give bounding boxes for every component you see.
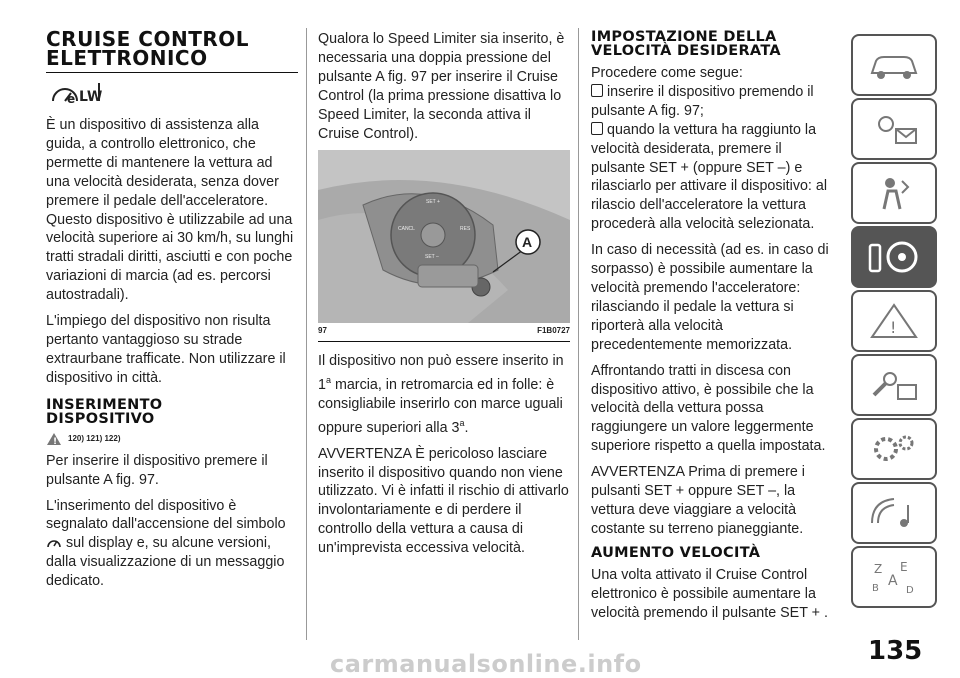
tab-car-info[interactable] — [851, 34, 937, 96]
warning-lights-icon — [864, 109, 924, 149]
button-set-minus-label: SET – — [425, 254, 439, 261]
multimedia-icon — [864, 493, 924, 533]
safety-icon — [864, 173, 924, 213]
svg-text:!: ! — [53, 436, 58, 446]
section-title: CRUISE CONTROL ELETTRONICO — [46, 27, 249, 70]
watermark: carmanualsonline.info — [330, 650, 642, 678]
tab-emergency[interactable] — [851, 290, 937, 352]
intro-paragraph: È un dispositivo di assistenza alla guida, a controllo elettronico, che permette di mantenere la vettura ad una velocità desiderata, senza dover premere il pedale dell'acceleratore. Questo dispositivo è utilizzabile ad una velocità superiore ai 30 km/h, su lunghi tratti stradali diritti, asciutti e con poche variazioni di marcia (ad es. percorsi autostradali). — [46, 117, 294, 304]
tab-warning-lights[interactable] — [851, 98, 937, 160]
speed-limiter-paragraph: Qualora lo Speed Limiter sia inserito, è necessaria una doppia pressione del pulsante A fig. 97 per inserire il Cruise Control (la prima pressione disattiva lo Speed Limiter, la seconda attiva il Cruise Control). — [318, 31, 565, 142]
tab-safety[interactable] — [851, 162, 937, 224]
increase-speed-paragraph: Una volta attivato il Cruise Control elettronico è possibile aumentare la velocità premendo il pulsante SET + . — [591, 566, 828, 621]
svg-text:A: A — [888, 573, 898, 589]
index-icon — [864, 557, 924, 597]
button-cancl-label: CANCL — [398, 226, 415, 233]
svg-text:B: B — [872, 583, 879, 594]
steering-wheel-figure — [318, 150, 570, 323]
button-res-label: RES — [460, 226, 471, 233]
warning-triangle-icon — [46, 432, 62, 446]
technical-data-icon — [864, 429, 924, 469]
tab-technical-data[interactable] — [851, 418, 937, 480]
indicator-paragraph-cont: sul display e, su alcune versioni, dalla visualizzazione di un messaggio dedicato. — [46, 535, 285, 590]
downhill-paragraph: Affrontando tratti in discesa con dispositivo attivo, è possibile che la velocità della vettura possa raggiungere un valore leggermente superiore rispetto a quella impostata. — [591, 362, 826, 455]
emergency-icon — [864, 301, 924, 341]
warning-refs: ! 120) 121) 122) — [46, 432, 298, 446]
indicator-paragraph: L'inserimento del dispositivo è segnalato dall'accensione del simbolo — [46, 497, 286, 533]
svg-text:D: D — [906, 585, 914, 596]
svg-text:!: ! — [890, 318, 897, 337]
column-right — [591, 30, 834, 629]
column-middle — [318, 30, 570, 565]
warning-paragraph: AVVERTENZA È pericoloso lasciare inserito il dispositivo quando non viene utilizzato. Vi è infatti il rischio di attivarlo involontariamente e di perdere il controllo della vettura a causa di un'imprevista eccessiva velocità. — [318, 445, 569, 557]
insert-paragraph: Per inserire il dispositivo premere il pulsante A fig. 97. — [46, 452, 268, 488]
tab-index[interactable] — [851, 546, 937, 608]
procedure-intro: Procedere come segue: — [591, 65, 743, 81]
svg-text:Z: Z — [874, 562, 883, 576]
svg-text:e: e — [67, 92, 76, 105]
warning-paragraph: AVVERTENZA Prima di premere i pulsanti SET + oppure SET –, la vettura deve viaggiare a velocità costante su terreno pianeggiante. — [591, 464, 805, 537]
svg-text:E: E — [900, 560, 908, 574]
button-set-plus-label: SET + — [426, 199, 440, 206]
callout-a: A — [522, 234, 533, 251]
svg-text:LW: LW — [79, 89, 103, 105]
title-rule — [46, 72, 298, 73]
tab-multimedia[interactable] — [851, 482, 937, 544]
gear-paragraph: Il dispositivo non può essere inserito in 1$^a$ marcia, in retromarcia ed in folle: è consigliabile inserirlo con marce uguali oppure superiori alla 3$^a$. — [318, 353, 564, 436]
bullet-item: quando la vettura ha raggiunto la velocità desiderata, premere il pulsante SET + (oppure SET –) e rilasciarlo per attivare il dispositivo: al rilascio dell'acceleratore la vettura procederà alla velocità selezionata. — [591, 121, 827, 233]
column-divider — [306, 28, 307, 640]
page-number: 135 — [868, 636, 923, 666]
figure-caption: 97 F1B0727 — [318, 326, 570, 342]
tab-driving[interactable] — [851, 226, 937, 288]
car-info-icon — [864, 45, 924, 85]
tab-maintenance[interactable] — [851, 354, 937, 416]
bullet-box-icon — [591, 84, 603, 97]
subsection-title: IMPOSTAZIONE DELLA VELOCITÀ DESIDERATA — [591, 29, 781, 59]
driving-icon — [864, 237, 924, 277]
maintenance-icon — [864, 365, 924, 405]
subsection-title: INSERIMENTO DISPOSITIVO — [46, 396, 163, 427]
column-divider — [578, 28, 579, 640]
usage-paragraph: L'impiego del dispositivo non risulta pertanto vantaggioso su strade extraurbane trafficate. Non utilizzare il dispositivo in città. — [46, 313, 286, 386]
subsection-title: AUMENTO VELOCITÀ — [591, 544, 761, 561]
bullet-item: inserire il dispositivo premendo il pulsante A fig. 97; — [591, 83, 814, 119]
overtake-paragraph: In caso di necessità (ad es. in caso di sorpasso) è possibile aumentare la velocità premendo l'acceleratore: rilasciando il pedale la vettura si riporterà alla velocità precedentemente memorizzata. — [591, 242, 829, 353]
bullet-box-icon — [591, 122, 603, 135]
column-left — [46, 27, 298, 598]
speedometer-icon — [46, 535, 62, 549]
cruise-control-icon — [49, 79, 298, 110]
